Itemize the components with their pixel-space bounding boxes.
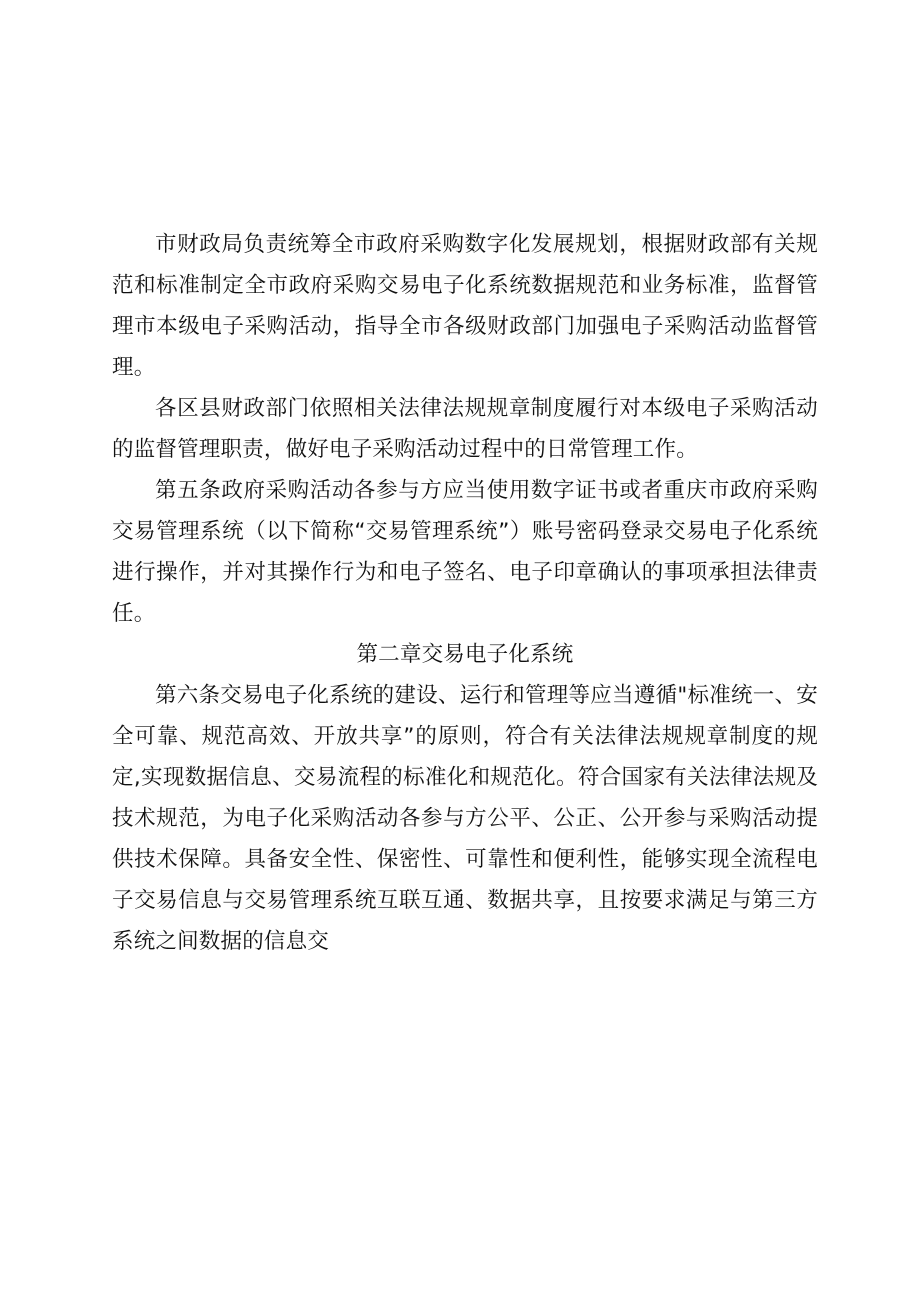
paragraph-article-6: 第六条交易电子化系统的建设、运行和管理等应当遵循"标准统一、安全可靠、规范高效、开放共享”的原则，符合有关法律法规规章制度的规定,实现数据信息、交易流程的标准化和规范化。符合国家有关法律法规及技术规范，为电子化采购活动各参与方公平、公正、公开参与采购活动提供技术保障。具备安全性、保密性、可靠性和便利性，能够实现全流程电子交易信息与交易管理系统互联互通、数据共享，且按要求满足与第三方系统之间数据的信息交 — [112, 683, 818, 954]
paragraph-finance-bureau-duties: 市财政局负责统筹全市政府采购数字化发展规划，根据财政部有关规范和标准制定全市政府采购交易电子化系统数据规范和业务标准，监督管理市本级电子采购活动，指导全市各级财政部门加强电子采购活动监督管理。 — [112, 232, 818, 380]
paragraph-district-finance-duties: 各区县财政部门依照相关法律法规规章制度履行对本级电子采购活动的监督管理职责，做好电子采购活动过程中的日常管理工作。 — [112, 396, 818, 462]
paragraph-article-5: 第五条政府采购活动各参与方应当使用数字证书或者重庆市政府采购交易管理系统（以下简称“交易管理系统”）账号密码登录交易电子化系统进行操作，并对其操作行为和电子签名、电子印章确认的事项承担法律责任。 — [112, 478, 818, 626]
document-body — [112, 224, 818, 962]
chapter-heading: 第二章交易电子化系统 — [356, 642, 574, 667]
